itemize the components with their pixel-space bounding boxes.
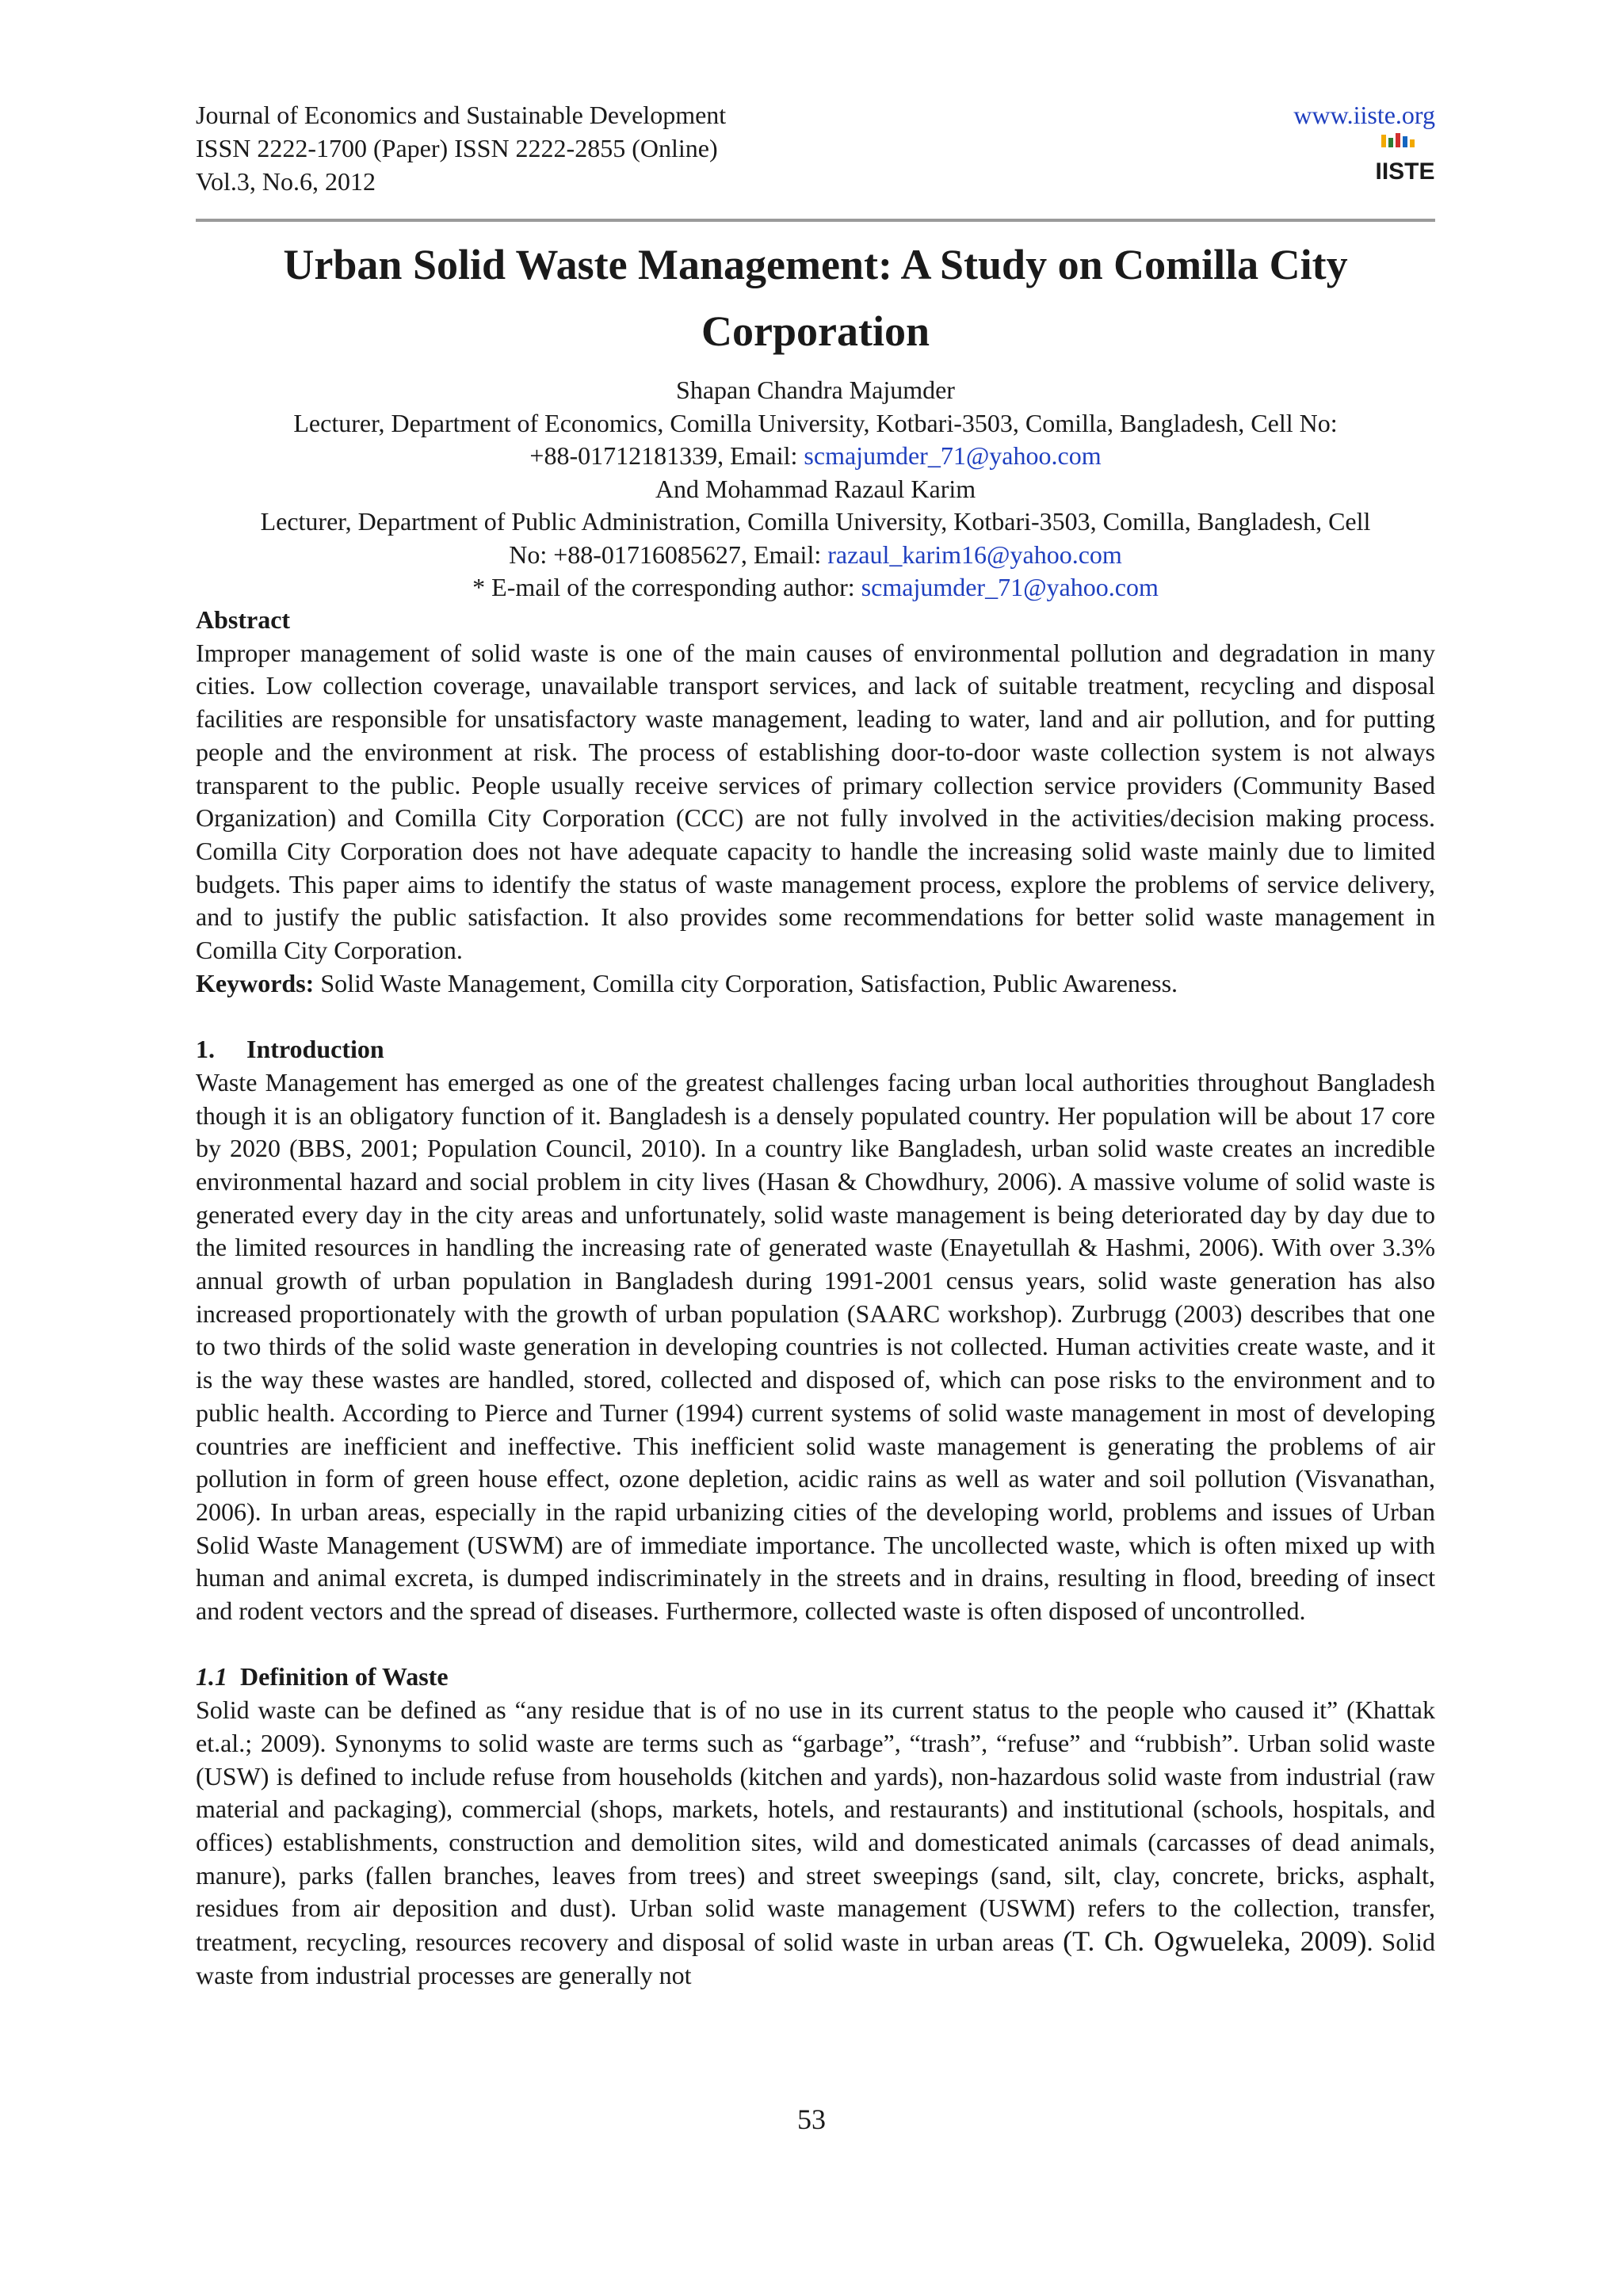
definition-text: Solid waste can be defined as “any residue that is of no use in its current status to the people who caused it” (Khattak et.al.; 2009). Synonyms to solid waste are terms such as “garbage”, “trash”, “refuse” and “rubbish”. Urban solid waste (USW) is defined to include refuse from households (kitchen and yards), non-hazardous solid waste from industrial (raw material and packaging), commercial (shops, markets, hotels, and restaurants) and institutional (schools, hospitals, and offices) establishments, construction and demolition sites, wild and domesticated animals (carcasses of dead animals, manure), parks (fallen branches, leaves from trees) and street sweepings (sand, silt, clay, concrete, bricks, asphalt, residues from air deposition and dust). Urban solid waste management (USWM) refers to the collection, transfer, treatment, recycling, resources recovery and disposal of solid waste in urban areas (T. Ch. Ogwueleka, 2009). Solid waste from industrial processes are generally not <box>196 1695 1436 1989</box>
author2-affiliation: Lecturer, Department of Public Administration, Comilla University, Kotbari-3503, Comilla, Bangladesh, Cell <box>260 507 1371 536</box>
author1-contact: +88-01712181339, Email: scmajumder_71@yahoo.com <box>529 441 1102 470</box>
keywords-label: Keywords: <box>196 968 315 997</box>
introduction-text: Waste Management has emerged as one of the greatest challenges facing urban local authorities throughout Bangladesh though it is an obligatory function of it. Bangladesh is a densely populated country. Her population will be about 17 core by 2020 (BBS, 2001; Population Council, 2010). In a country like Bangladesh, urban solid waste creates an incredible environmental hazard and social problem in city lives (Hasan & Chowdhury, 2006). A massive volume of solid waste is generated every day in the city areas and unfortunately, solid waste management is being deteriorated day by day due to the limited resources in handling the increasing rate of generated waste (Enayetullah & Hashmi, 2006). With over 3.3% annual growth of urban population in Bangladesh during 1991-2001 census years, solid waste generation has also increased proportionately with the growth of urban population (SAARC workshop). Zurbrugg (2003) describes that one to two thirds of the solid waste generation in developing countries is not collected. Human activities create waste, and it is the way these wastes are handled, stored, collected and disposed of, which can pose risks to the environment and to public health. According to Pierce and Turner (1994) current systems of solid waste management in most of developing countries are inefficient and ineffective. This inefficient solid waste management is generating the problems of air pollution in form of green house effect, ozone depletion, acidic rains as well as water and soil pollution (Visvanathan, 2006). In urban areas, especially in the rapid urbanizing cities of the developing world, problems and issues of Urban Solid Waste Management (USWM) are of immediate importance. The uncollected waste, which is often mixed up with human and animal excreta, is dumped indiscriminately in the streets and in drains, resulting in flood, breeding of insect and rodent vectors and the spread of diseases. Furthermore, collected waste is often disposed of uncontrolled. <box>196 1067 1435 1626</box>
subsection-title: Definition of Waste <box>240 1662 449 1691</box>
author2-email-link[interactable]: razaul_karim16@yahoo.com <box>827 540 1122 569</box>
journal-website-link[interactable]: www.iiste.org <box>1293 101 1435 129</box>
header-divider <box>196 219 1435 222</box>
journal-volume: Vol.3, No.6, 2012 <box>196 167 376 196</box>
author1-email-link[interactable]: scmajumder_71@yahoo.com <box>804 441 1102 470</box>
iiste-logo-text: IISTE <box>1375 158 1435 185</box>
definition-heading <box>196 1661 1435 1694</box>
author1-affiliation: Lecturer, Department of Economics, Comilla University, Kotbari-3503, Comilla, Bangladesh, Cell No: <box>293 408 1338 437</box>
author2-name: And Mohammad Razaul Karim <box>655 474 976 503</box>
subsection-number: 1.1 <box>196 1662 227 1691</box>
keywords-list: Solid Waste Management, Comilla city Corporation, Satisfaction, Public Awareness. <box>314 968 1178 997</box>
journal-name: Journal of Economics and Sustainable Development <box>196 101 727 129</box>
paper-body <box>196 604 1435 1993</box>
citation: (T. Ch. Ogwueleka, 2009) <box>1063 1925 1367 1958</box>
section-title: Introduction <box>246 1035 384 1064</box>
author2-contact: No: +88-01716085627, Email: razaul_karim16@yahoo.com <box>509 540 1122 569</box>
journal-header <box>196 98 1435 198</box>
abstract-heading: Abstract <box>196 605 291 634</box>
iiste-logo <box>1375 133 1435 185</box>
author1-name: Shapan Chandra Majumder <box>676 376 955 404</box>
keywords <box>196 967 1435 1001</box>
abstract-text: Improper management of solid waste is one of the main causes of environmental pollution and degradation in many cities. Low collection coverage, unavailable transport services, and lack of suitable treatment, recycling and disposal facilities are responsible for unsatisfactory waste management, leading to water, land and air pollution, and for putting people and the environment at risk. The process of establishing door-to-door waste collection system is not always transparent to the public. People usually receive services of primary collection service providers (Community Based Organization) and Comilla City Corporation (CCC) are not fully involved in the activities/decision making process. Comilla City Corporation does not have adequate capacity to handle the increasing solid waste mainly due to limited budgets. This paper aims to identify the status of waste management process, explore the problems of service delivery, and to justify the public satisfaction. It also provides some recommendations for better solid waste management in Comilla City Corporation. <box>196 638 1435 965</box>
introduction-heading <box>196 1033 1435 1066</box>
page-number: 53 <box>797 2103 826 2135</box>
corresponding-email-link[interactable]: scmajumder_71@yahoo.com <box>861 573 1159 601</box>
author-block <box>196 374 1435 605</box>
corresponding-author: * E-mail of the corresponding author: scmajumder_71@yahoo.com <box>472 573 1159 601</box>
paper-title: Urban Solid Waste Management: A Study on Comilla City Corporation <box>283 241 1348 355</box>
section-number: 1. <box>196 1035 215 1064</box>
journal-issn: ISSN 2222-1700 (Paper) ISSN 2222-2855 (Online) <box>196 134 718 162</box>
